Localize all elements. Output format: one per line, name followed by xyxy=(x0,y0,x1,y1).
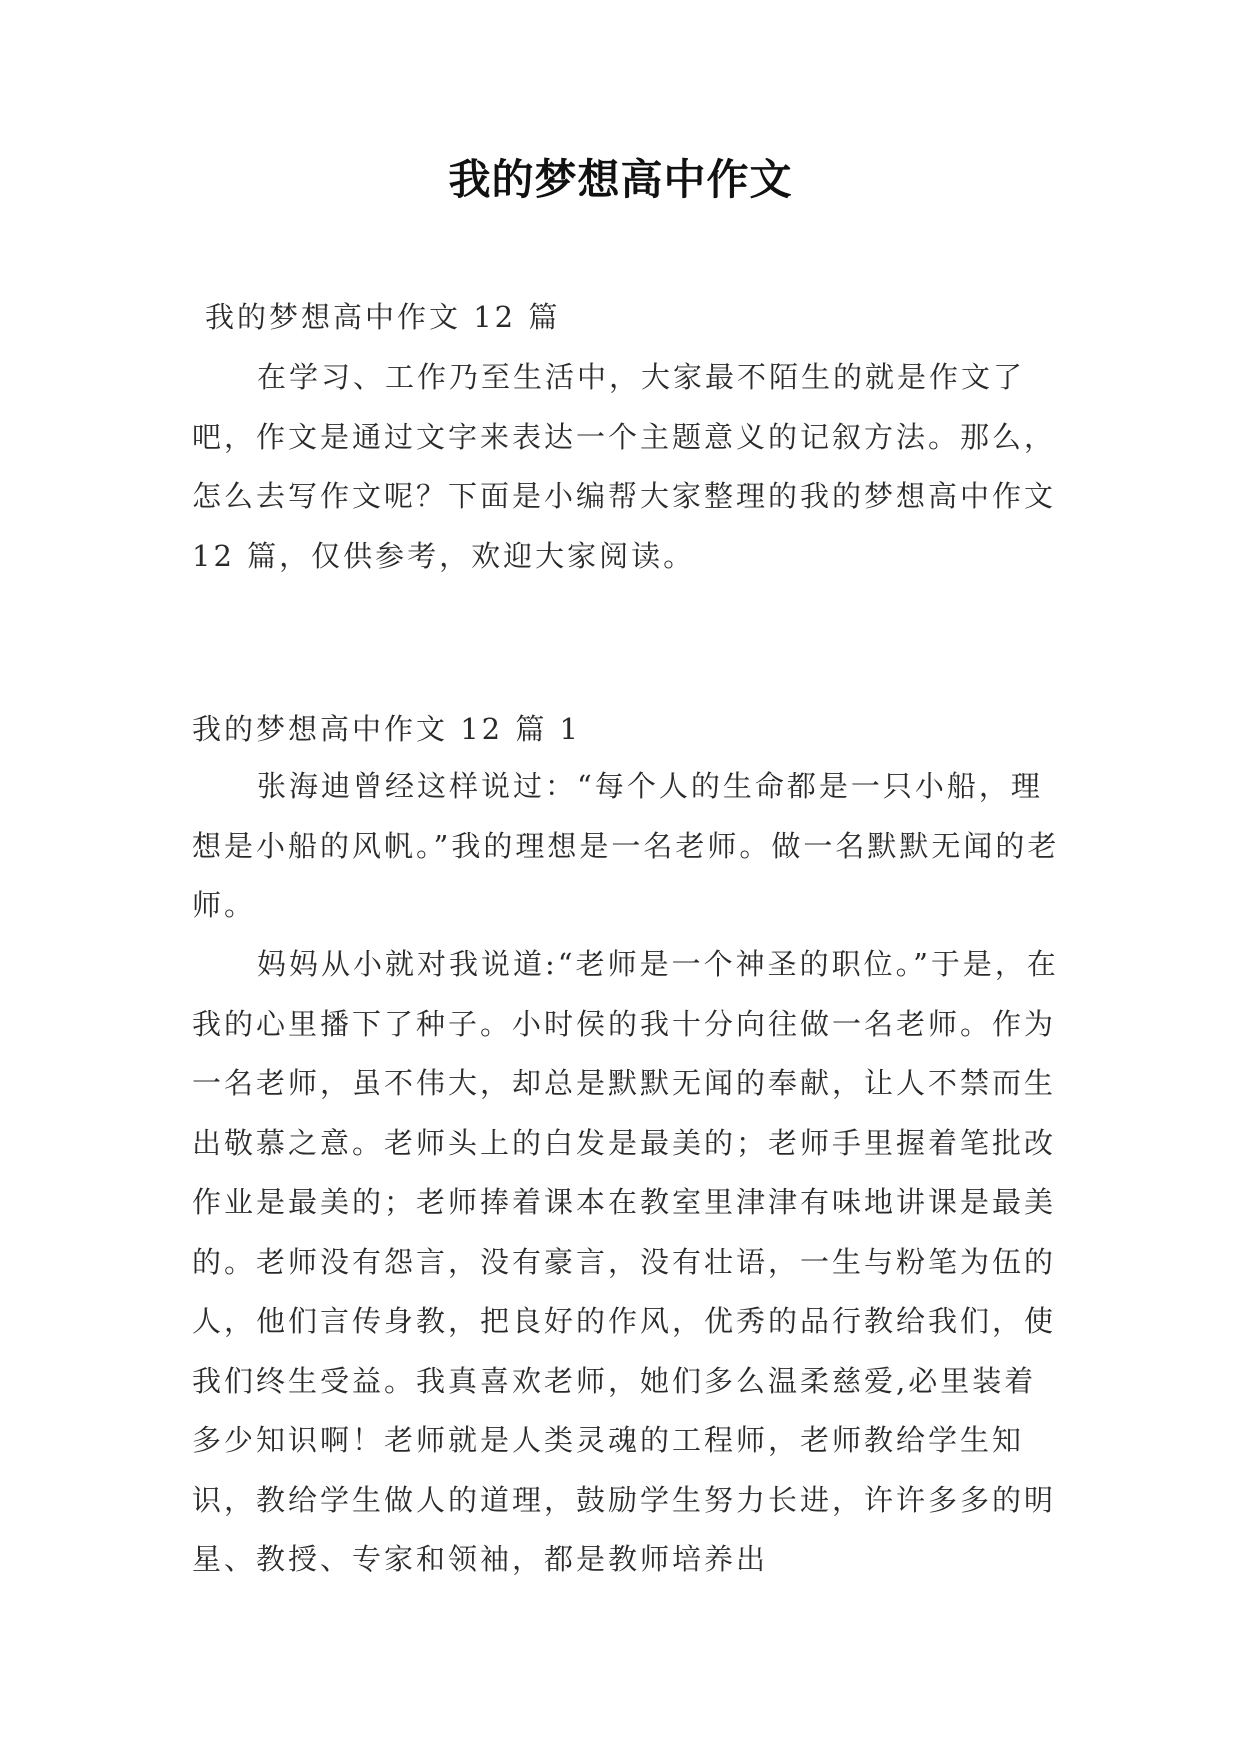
section-heading: 我的梦想高中作文 12 篇 1 xyxy=(192,712,582,746)
body-paragraph-2: 妈妈从小就对我说道:“老师是一个神圣的职位。”于是，在我的心里播下了种子。小时侯的我十分向往做一名老师。作为一名老师，虽不伟大，却总是默默无闻的奉献，让人不禁而生出敬慕之意。老师头上的白发是最美的；老师手里握着笔批改作业是最美的；老师捧着课本在教室里津津有味地讲课是最美的。老师没有怨言，没有豪言，没有壮语，一生与粉笔为伍的人，他们言传身教，把良好的作风，优秀的品行教给我们，使我们终生受益。我真喜欢老师，她们多么温柔慈爱,必里装着多少知识啊！老师就是人类灵魂的工程师，老师教给学生知识，教给学生做人的道理，鼓励学生努力长进，许许多多的明星、教授、专家和领袖，都是教师培养出 xyxy=(192,947,1059,1576)
intro-paragraph: 在学习、工作乃至生活中，大家最不陌生的就是作文了吧，作文是通过文字来表达一个主题意义的记叙方法。那么，怎么去写作文呢？下面是小编帮大家整理的我的梦想高中作文 12 篇，仅供参考，欢迎大家阅读。 xyxy=(192,360,1057,573)
document-subtitle: 我的梦想高中作文 12 篇 xyxy=(205,300,561,334)
body-paragraph-1: 张海迪曾经这样说过：“每个人的生命都是一只小船，理想是小船的风帆。”我的理想是一名老师。做一名默默无闻的老师。 xyxy=(192,769,1060,922)
document-title: 我的梦想高中作文 xyxy=(448,155,793,204)
